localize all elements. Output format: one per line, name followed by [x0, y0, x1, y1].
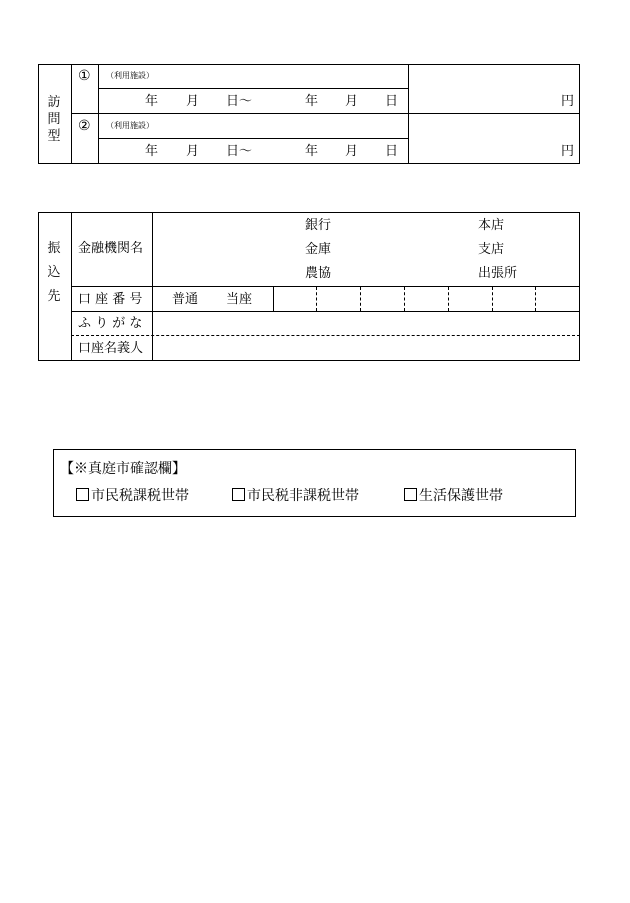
branch-type-head: 本店	[478, 218, 505, 233]
branch-type-branch: 支店	[478, 242, 505, 257]
month-label: 月	[186, 144, 200, 159]
label-char: 問	[47, 112, 61, 127]
visit-type-label	[46, 94, 62, 145]
yen-label: 円	[561, 144, 575, 159]
label-char: 訪	[47, 95, 61, 110]
day-start-label: 日〜	[226, 94, 253, 109]
day-end-label: 日	[385, 94, 399, 109]
row-number: ②	[78, 118, 91, 134]
year-end-label: 年	[305, 144, 319, 159]
row-number: ①	[78, 68, 91, 84]
account-number-label: 口 座 番 号	[78, 292, 143, 307]
bank-type-bank: 銀行	[305, 218, 332, 233]
month-label: 月	[186, 94, 200, 109]
option-welfare-household[interactable]	[404, 488, 503, 503]
year-end-label: 年	[305, 94, 319, 109]
bank-type-nokyo: 農協	[305, 266, 332, 281]
checkbox-icon[interactable]	[76, 488, 89, 501]
facility-label: （利用施設）	[106, 121, 154, 130]
year-label: 年	[145, 94, 159, 109]
bank-name-label: 金融機関名	[78, 241, 144, 256]
day-start-label: 日〜	[226, 144, 253, 159]
year-label: 年	[145, 144, 159, 159]
account-holder-field[interactable]	[153, 336, 579, 360]
account-type-ordinary[interactable]: 普通	[172, 292, 199, 307]
option-label: 生活保護世帯	[419, 488, 503, 504]
bank-type-shinkin: 金庫	[305, 242, 332, 257]
city-confirmation-box	[53, 449, 576, 517]
checkbox-icon[interactable]	[232, 488, 245, 501]
amount-field[interactable]	[409, 65, 579, 113]
label-char: 振	[47, 241, 61, 256]
option-taxable-household[interactable]	[76, 488, 189, 503]
label-char: 先	[47, 289, 61, 304]
account-number-field[interactable]	[274, 287, 579, 311]
label-char: 込	[47, 265, 61, 280]
option-non-taxable-household[interactable]	[232, 488, 359, 503]
branch-type-office: 出張所	[478, 266, 518, 281]
option-label: 市民税非課税世帯	[247, 488, 359, 504]
furigana-field[interactable]	[153, 312, 579, 335]
account-holder-label: 口座名義人	[78, 341, 144, 356]
yen-label: 円	[561, 94, 575, 109]
option-label: 市民税課税世帯	[91, 488, 189, 504]
checkbox-icon[interactable]	[404, 488, 417, 501]
month-end-label: 月	[345, 94, 359, 109]
amount-field[interactable]	[409, 114, 579, 163]
month-end-label: 月	[345, 144, 359, 159]
account-type-current[interactable]: 当座	[226, 292, 253, 307]
confirmation-title: 【※真庭市確認欄】	[60, 461, 186, 477]
facility-label: （利用施設）	[106, 71, 154, 80]
furigana-label: ふ り が な	[78, 316, 143, 331]
transfer-to-label	[46, 237, 62, 309]
label-char: 型	[47, 129, 61, 144]
day-end-label: 日	[385, 144, 399, 159]
